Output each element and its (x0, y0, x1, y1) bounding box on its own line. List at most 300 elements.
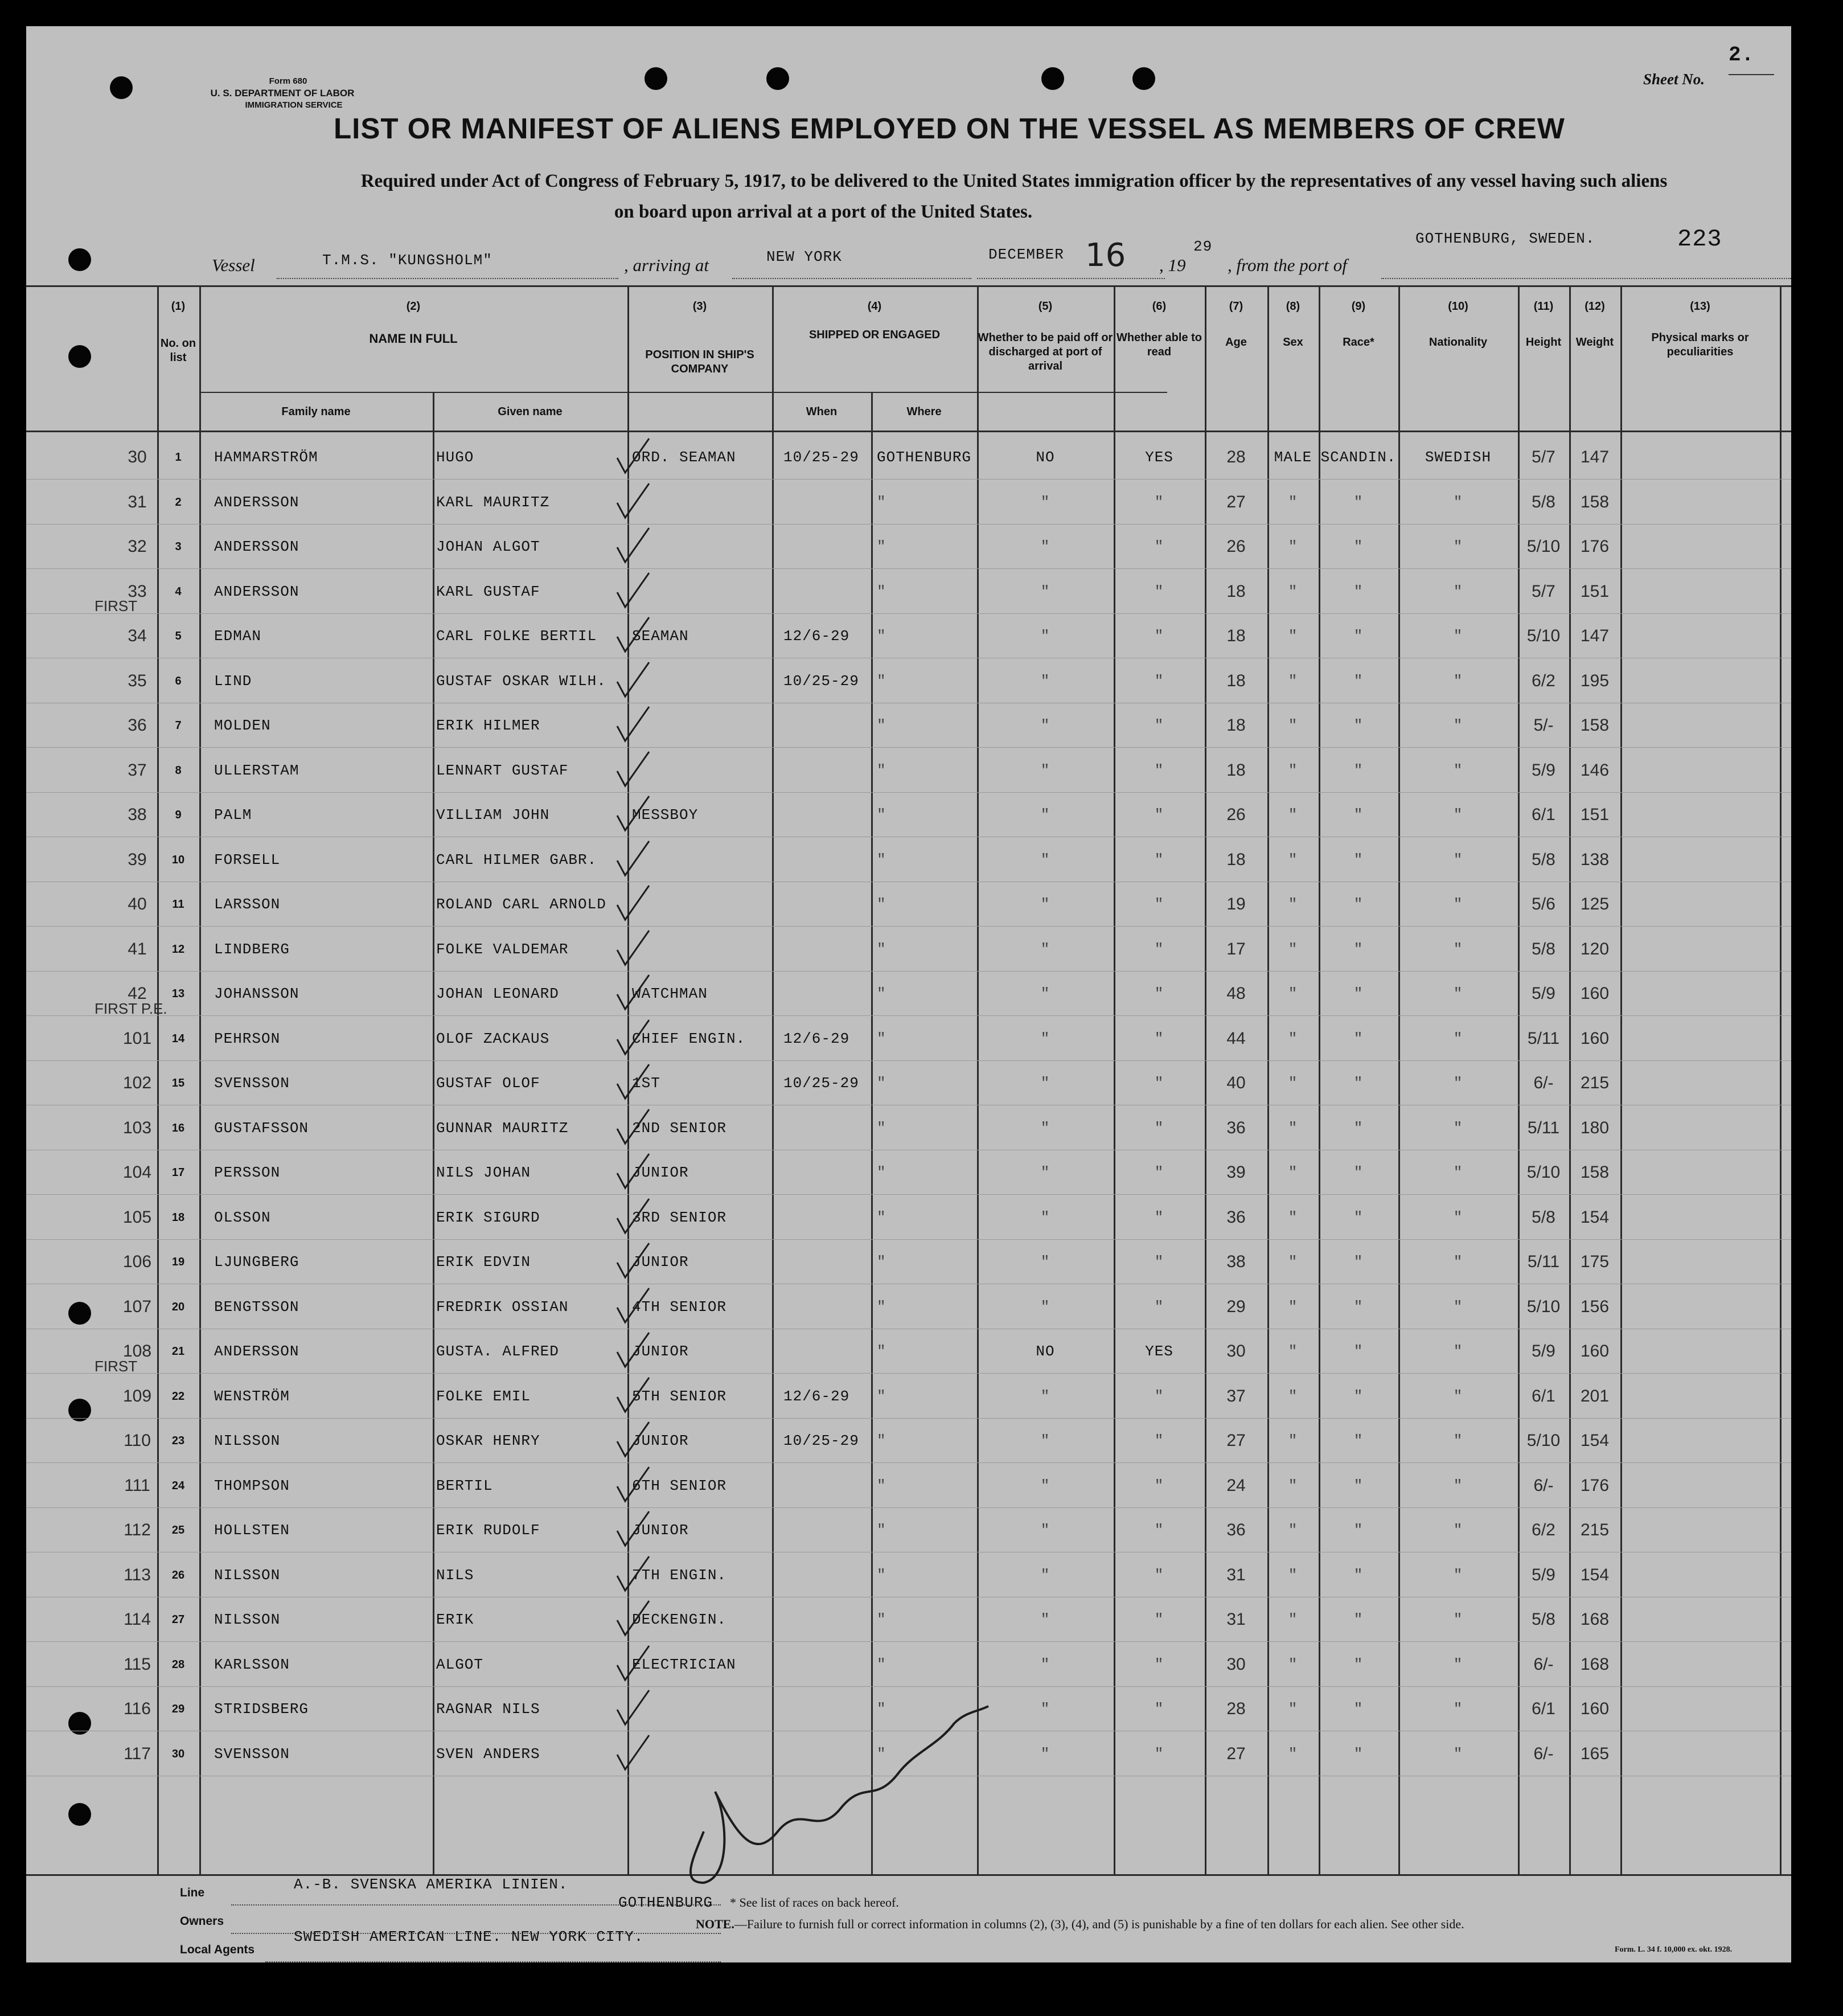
ditto-mark: " (877, 1030, 886, 1047)
ditto-mark: " (1288, 1208, 1298, 1226)
ditto-mark: " (1288, 1432, 1298, 1449)
ditto-mark: " (877, 761, 886, 779)
ditto-mark: " (1040, 1432, 1050, 1449)
shipped-when (783, 972, 880, 1016)
list-number: 5 (175, 630, 182, 642)
position: 7TH ENGIN. (632, 1566, 727, 1584)
ditto-mark: " (1453, 1208, 1463, 1226)
table-row (26, 1061, 1791, 1105)
given-name: OSKAR HENRY (436, 1432, 540, 1449)
ditto-mark: " (1453, 1253, 1463, 1271)
check-mark-icon (613, 1553, 652, 1597)
age: 27 (1226, 1431, 1246, 1450)
shipped-when (783, 569, 880, 614)
age: 28 (1226, 448, 1246, 466)
list-number: 9 (175, 809, 182, 821)
ditto-mark: " (1353, 851, 1364, 868)
weight: 168 (1580, 1610, 1610, 1629)
shipped-when: 10/25-29 (783, 672, 859, 690)
age: 38 (1226, 1252, 1246, 1271)
position: 1ST (632, 1075, 660, 1092)
ditto-mark: " (1154, 1387, 1164, 1405)
age: 31 (1226, 1565, 1246, 1584)
ditto-mark: " (877, 1387, 886, 1405)
age: 36 (1226, 1521, 1246, 1539)
position: CHIEF ENGIN. (632, 1030, 746, 1047)
position: ORD. SEAMAN (632, 449, 736, 466)
weight: 160 (1580, 1029, 1610, 1048)
ditto-mark: " (1353, 1656, 1364, 1673)
shipped-when: 12/6-29 (783, 1030, 850, 1047)
ditto-mark: " (877, 717, 886, 734)
ditto-mark: " (1288, 851, 1298, 868)
check-mark-icon (613, 703, 652, 748)
list-number: 29 (171, 1703, 185, 1715)
check-mark-icon (613, 1017, 652, 1061)
ditto-mark: " (1353, 940, 1364, 958)
ditto-mark: " (1154, 717, 1164, 734)
note-label: NOTE. (696, 1917, 734, 1931)
family-name: ANDERSSON (214, 493, 299, 511)
family-name: NILSSON (214, 1432, 281, 1449)
ditto-mark: " (1453, 1745, 1463, 1763)
ditto-mark: " (877, 583, 886, 600)
age: 17 (1226, 939, 1246, 958)
family-name: ANDERSSON (214, 583, 299, 600)
table-row (26, 1464, 1791, 1508)
ditto-mark: " (1453, 1656, 1463, 1673)
ditto-mark: " (1353, 538, 1364, 555)
margin-row-number: 110 (124, 1431, 151, 1450)
shipped-when: 10/25-29 (783, 1432, 859, 1449)
ditto-mark: " (1453, 628, 1463, 645)
table-row (26, 1150, 1791, 1195)
ditto-mark: " (1453, 1298, 1463, 1316)
ditto-mark: " (877, 1522, 886, 1539)
position: DECKENGIN. (632, 1611, 727, 1628)
margin-row-number: 106 (122, 1252, 152, 1271)
margin-row-number: 36 (128, 716, 147, 735)
given-name: NILS (436, 1566, 474, 1584)
age: 31 (1226, 1610, 1246, 1629)
check-mark-icon (613, 882, 652, 927)
vessel-label: Vessel (212, 255, 255, 275)
ditto-mark: " (1453, 672, 1463, 690)
ditto-mark: " (1288, 538, 1298, 555)
column-header-shipped: SHIPPED OR ENGAGED (808, 329, 941, 341)
ditto-mark: " (1353, 1477, 1364, 1494)
sex: MALE (1274, 449, 1312, 466)
age: 18 (1226, 626, 1246, 645)
weight: 176 (1580, 1476, 1610, 1495)
given-name: ERIK EDVIN (436, 1253, 531, 1271)
owners-value: GOTHENBURG (618, 1894, 713, 1911)
weight: 195 (1580, 671, 1610, 690)
position: JUNIOR (632, 1343, 689, 1360)
check-mark-icon (613, 793, 652, 837)
ditto-mark: " (1154, 1030, 1164, 1047)
subtitle-line-2: on board upon arrival at a port of the United States. (614, 202, 1033, 222)
weight: 158 (1580, 492, 1610, 511)
age: 18 (1226, 716, 1246, 735)
given-name: CARL HILMER GABR. (436, 851, 597, 868)
height: 5/9 (1532, 760, 1555, 780)
weight: 158 (1580, 716, 1610, 735)
ditto-mark: " (877, 672, 886, 690)
ditto-mark: " (1288, 717, 1298, 734)
list-number: 21 (171, 1345, 185, 1358)
height: 5/10 (1526, 537, 1561, 556)
position: MESSBOY (632, 806, 699, 823)
punch-hole (1041, 67, 1064, 90)
ditto-mark: " (1353, 717, 1364, 734)
margin-note: FIRST P.E. (95, 999, 167, 1017)
ditto-mark: " (1040, 1701, 1050, 1718)
shipped-when (783, 1240, 880, 1284)
ditto-mark: " (1353, 1343, 1364, 1360)
position: 3RD SENIOR (632, 1208, 727, 1226)
ditto-mark: " (1154, 1701, 1164, 1718)
ditto-mark: " (1453, 1164, 1463, 1181)
ditto-mark: " (1288, 806, 1298, 823)
shipped-when (783, 882, 880, 927)
family-name: WENSTRÖM (214, 1387, 290, 1405)
table-row (26, 1553, 1791, 1597)
ditto-mark: " (1040, 1208, 1050, 1226)
ditto-mark: " (1040, 1477, 1050, 1494)
shipped-when (783, 1285, 880, 1329)
height: 6/- (1533, 1073, 1554, 1092)
punch-hole (68, 345, 91, 368)
list-number: 30 (171, 1747, 185, 1760)
weight: 120 (1580, 939, 1610, 958)
given-name: GUNNAR MAURITZ (436, 1119, 569, 1137)
ditto-mark: " (1453, 1611, 1463, 1628)
ditto-mark: " (877, 1656, 886, 1673)
height: 5/7 (1532, 581, 1555, 601)
from-port-label: , from the port of (1228, 255, 1347, 275)
family-name: SVENSSON (214, 1745, 290, 1763)
ditto-mark: " (1154, 761, 1164, 779)
given-name: GUSTA. ALFRED (436, 1343, 559, 1360)
height: 5/9 (1532, 1342, 1555, 1361)
height: 5/8 (1532, 1207, 1555, 1227)
family-name: JOHANSSON (214, 985, 299, 1002)
height: 5/8 (1532, 850, 1555, 869)
punch-hole (645, 67, 667, 90)
margin-row-number: 109 (122, 1386, 152, 1406)
margin-row-number: 35 (128, 671, 147, 690)
ditto-mark: " (1453, 940, 1463, 958)
ditto-mark: " (877, 1253, 886, 1271)
ditto-mark: " (877, 538, 886, 555)
table-row (26, 838, 1791, 882)
weight: 151 (1580, 805, 1610, 824)
ditto-mark: " (1288, 1522, 1298, 1539)
check-mark-icon (613, 972, 652, 1016)
table-row (26, 1329, 1791, 1374)
paid-off: NO (1036, 1343, 1055, 1360)
ditto-mark: " (1353, 1253, 1364, 1271)
margin-row-number: 31 (128, 492, 147, 511)
ditto-mark: " (1288, 628, 1298, 645)
margin-row-number: 38 (128, 805, 147, 824)
ditto-mark: " (877, 896, 886, 913)
check-mark-icon (613, 1642, 652, 1687)
shipped-when (783, 793, 880, 837)
column-header-race: Race* (1343, 336, 1374, 349)
list-number: 20 (171, 1300, 185, 1313)
height: 5/6 (1532, 895, 1555, 913)
check-mark-icon (613, 1106, 652, 1150)
height: 5/10 (1526, 1297, 1561, 1316)
local-agents-label: Local Agents (180, 1943, 255, 1956)
ditto-mark: " (1353, 1432, 1364, 1449)
ditto-mark: " (1288, 1387, 1298, 1405)
ditto-mark: " (1040, 583, 1050, 600)
ditto-mark: " (1288, 761, 1298, 779)
ditto-mark: " (1288, 985, 1298, 1002)
family-name: SVENSSON (214, 1075, 290, 1092)
ditto-mark: " (1353, 493, 1364, 511)
ditto-mark: " (1154, 985, 1164, 1002)
ditto-mark: " (1040, 672, 1050, 690)
ditto-mark: " (1154, 628, 1164, 645)
ditto-mark: " (1040, 493, 1050, 511)
table-row (26, 793, 1791, 837)
height: 6/1 (1532, 805, 1555, 824)
ditto-mark: " (1453, 583, 1463, 600)
weight: 147 (1580, 448, 1610, 466)
ditto-mark: " (1353, 1208, 1364, 1226)
weight: 201 (1580, 1386, 1610, 1406)
height: 5/- (1533, 716, 1554, 735)
age: 19 (1226, 895, 1246, 913)
weight: 160 (1580, 1699, 1610, 1718)
weight: 158 (1580, 1163, 1610, 1182)
ditto-mark: " (877, 1208, 886, 1226)
paid-off: NO (1036, 449, 1055, 466)
margin-row-number: 104 (122, 1163, 152, 1182)
family-name: STRIDSBERG (214, 1701, 309, 1718)
table-row (26, 1240, 1791, 1284)
nationality: SWEDISH (1425, 449, 1492, 466)
list-number: 18 (171, 1211, 185, 1224)
age: 24 (1226, 1476, 1246, 1495)
ditto-mark: " (877, 1298, 886, 1316)
position: JUNIOR (632, 1164, 689, 1181)
ditto-mark: " (1154, 1164, 1164, 1181)
year-label: , 19 (1159, 255, 1186, 275)
ditto-mark: " (1288, 1477, 1298, 1494)
age: 18 (1226, 671, 1246, 690)
arrival-year: 29 (1193, 238, 1213, 255)
list-number: 11 (172, 898, 184, 911)
ditto-mark: " (1154, 1119, 1164, 1137)
age: 37 (1226, 1386, 1246, 1406)
weight: 160 (1580, 984, 1610, 1003)
list-number: 23 (171, 1435, 185, 1447)
list-number: 6 (175, 674, 182, 687)
ditto-mark: " (877, 1343, 886, 1360)
check-mark-icon (613, 1150, 652, 1195)
table-row (26, 480, 1791, 525)
margin-row-number: 33 (128, 581, 147, 601)
ditto-mark: " (1040, 940, 1050, 958)
family-name: NILSSON (214, 1611, 281, 1628)
given-name: RAGNAR NILS (436, 1701, 540, 1718)
column-header-weight: Weight (1575, 336, 1614, 349)
arrival-day: 16 (1085, 237, 1126, 274)
ditto-mark: " (1154, 896, 1164, 913)
ditto-mark: " (1040, 896, 1050, 913)
margin-row-number: 101 (122, 1029, 152, 1048)
ditto-mark: " (1288, 1164, 1298, 1181)
margin-row-number: 111 (124, 1476, 150, 1495)
shipped-when (783, 703, 880, 748)
check-mark-icon (613, 1061, 652, 1105)
family-name: LJUNGBERG (214, 1253, 299, 1271)
ditto-mark: " (1453, 1387, 1463, 1405)
height: 5/8 (1532, 492, 1555, 511)
margin-row-number: 42 (128, 984, 147, 1003)
ditto-mark: " (1353, 583, 1364, 600)
punch-hole (1132, 67, 1155, 90)
column-header-physical-marks: Physical marks or peculiarities (1651, 331, 1749, 358)
check-mark-icon (613, 1374, 652, 1419)
table-row (26, 1597, 1791, 1642)
position: JUNIOR (632, 1522, 689, 1539)
check-mark-icon (613, 1687, 652, 1731)
ditto-mark: " (877, 1611, 886, 1628)
table-row (26, 882, 1791, 927)
ditto-mark: " (877, 940, 886, 958)
check-mark-icon (613, 435, 652, 480)
shipped-when (783, 1597, 880, 1642)
ditto-mark: " (1288, 1343, 1298, 1360)
ditto-mark: " (1154, 672, 1164, 690)
family-name: BENGTSSON (214, 1298, 299, 1316)
shipped-when (783, 480, 880, 525)
list-number: 13 (171, 987, 185, 1000)
ditto-mark: " (1453, 1030, 1463, 1047)
race-footnote: * See list of races on back hereof. (730, 1895, 899, 1910)
table-row (26, 569, 1791, 614)
shipped-when (783, 748, 880, 793)
height: 5/9 (1532, 1565, 1555, 1584)
given-name: VILLIAM JOHN (436, 806, 550, 823)
given-name: KARL GUSTAF (436, 583, 540, 600)
column-header-name: NAME IN FULL (369, 331, 458, 346)
age: 27 (1226, 1744, 1246, 1763)
given-name: ERIK RUDOLF (436, 1522, 540, 1539)
shipped-when (783, 1195, 880, 1240)
check-mark-icon (613, 927, 652, 972)
ditto-mark: " (1288, 1075, 1298, 1092)
ditto-mark: " (1040, 806, 1050, 823)
weight: 175 (1580, 1252, 1610, 1271)
ditto-mark: " (1453, 493, 1463, 511)
margin-row-number: 39 (128, 850, 147, 869)
check-mark-icon (613, 569, 652, 614)
height: 6/- (1533, 1476, 1554, 1495)
height: 5/10 (1526, 1431, 1561, 1450)
check-mark-icon (613, 748, 652, 793)
given-name: FOLKE EMIL (436, 1387, 531, 1405)
ditto-mark: " (1154, 493, 1164, 511)
height: 6/1 (1532, 1386, 1555, 1406)
family-name: GUSTAFSSON (214, 1119, 309, 1137)
height: 6/2 (1532, 1521, 1555, 1539)
list-number: 10 (171, 853, 185, 866)
position: 4TH SENIOR (632, 1298, 727, 1316)
given-name: GUSTAF OLOF (436, 1075, 540, 1092)
punch-hole (766, 67, 789, 90)
check-mark-icon (613, 659, 652, 703)
family-name: OLSSON (214, 1208, 271, 1226)
family-name: PEHRSON (214, 1030, 281, 1047)
given-name: GUSTAF OSKAR WILH. (436, 672, 606, 690)
check-mark-icon (613, 838, 652, 882)
ditto-mark: " (877, 851, 886, 868)
ditto-mark: " (1353, 1611, 1364, 1628)
position: 2ND SENIOR (632, 1119, 727, 1137)
ditto-mark: " (1288, 896, 1298, 913)
age: 44 (1226, 1029, 1246, 1048)
shipped-when (783, 1508, 880, 1552)
age: 28 (1226, 1699, 1246, 1718)
table-row (26, 703, 1791, 748)
table-row (26, 1357, 1791, 1419)
given-name: OLOF ZACKAUS (436, 1030, 550, 1047)
weight: 138 (1580, 850, 1610, 869)
height: 6/2 (1532, 671, 1555, 690)
position: 5TH SENIOR (632, 1387, 727, 1405)
ditto-mark: " (1040, 1119, 1050, 1137)
margin-row-number: 41 (128, 939, 147, 958)
weight: 165 (1580, 1744, 1610, 1763)
family-name: PERSSON (214, 1164, 281, 1181)
ditto-mark: " (1288, 940, 1298, 958)
weight: 156 (1580, 1297, 1610, 1316)
column-header-paid-off: Whether to be paid off or discharged at port of arrival (978, 331, 1113, 372)
margin-row-number: 112 (124, 1521, 151, 1539)
ditto-mark: " (1453, 1701, 1463, 1718)
list-number: 15 (171, 1077, 185, 1089)
ditto-mark: " (1288, 1298, 1298, 1316)
ditto-mark: " (1288, 1119, 1298, 1137)
family-name: NILSSON (214, 1566, 281, 1584)
sheet-number-label: Sheet No. (1643, 71, 1705, 88)
height: 5/8 (1532, 939, 1555, 958)
margin-row-number: 105 (122, 1207, 152, 1227)
margin-row-number: 32 (128, 537, 147, 556)
age: 26 (1226, 805, 1246, 824)
table-row (26, 1195, 1791, 1240)
manifest-number: 223 (1677, 226, 1722, 253)
ditto-mark: " (1353, 1119, 1364, 1137)
ditto-mark: " (1040, 1253, 1050, 1271)
ditto-mark: " (1353, 628, 1364, 645)
ditto-mark: " (877, 1701, 886, 1718)
list-number: 12 (171, 943, 185, 956)
ditto-mark: " (1288, 493, 1298, 511)
arriving-label: , arriving at (624, 255, 709, 275)
margin-note: FIRST (95, 1357, 138, 1375)
ditto-mark: " (1453, 1522, 1463, 1539)
form-number: Form 680 (269, 76, 307, 86)
given-name: NILS JOHAN (436, 1164, 531, 1181)
